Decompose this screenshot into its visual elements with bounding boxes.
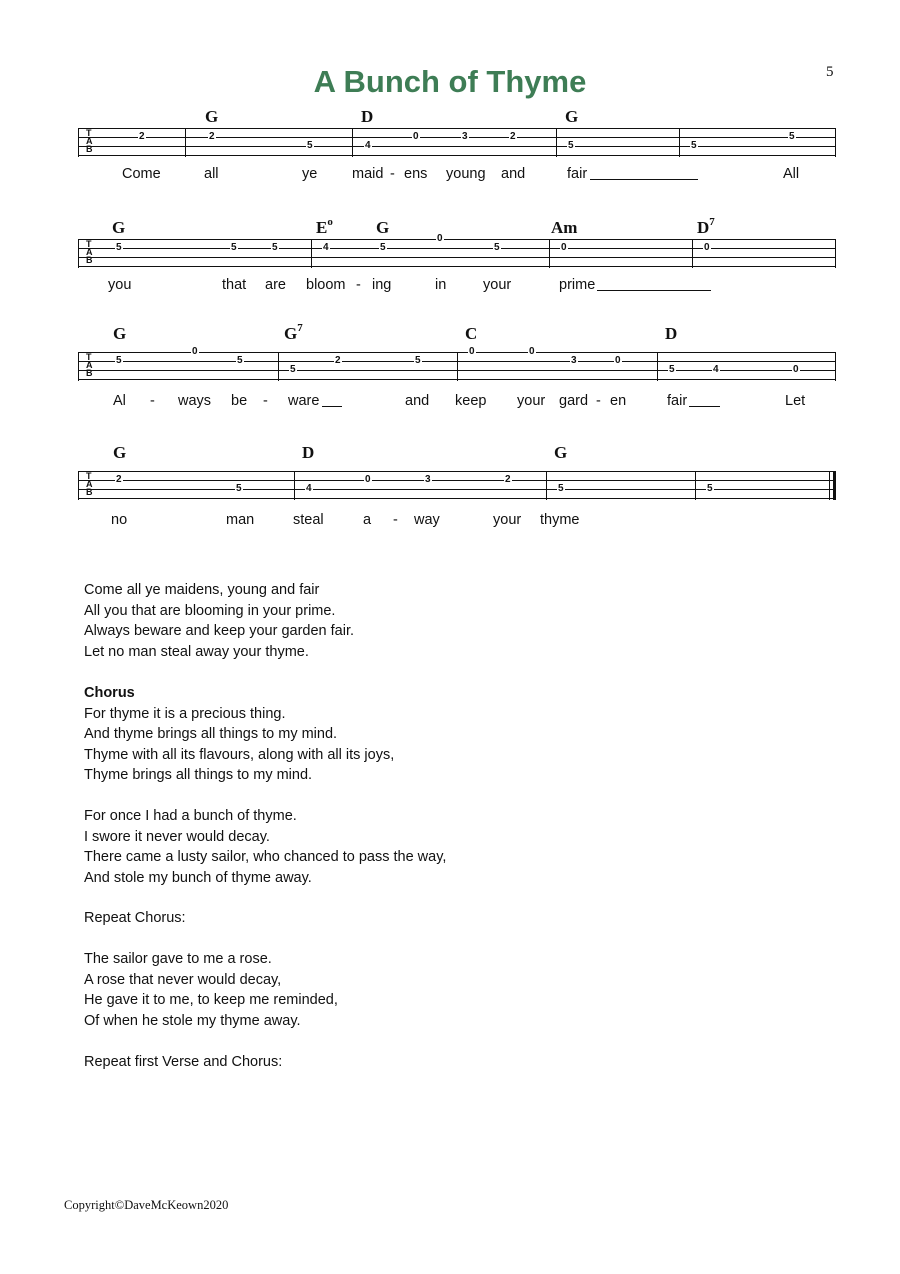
lyric: that xyxy=(222,277,247,293)
lyric: ye xyxy=(302,166,318,182)
fret-number: 3 xyxy=(425,474,431,485)
chord: C xyxy=(465,324,478,343)
fret-number: 5 xyxy=(415,355,421,366)
lyric: maid xyxy=(352,166,384,182)
chorus xyxy=(84,683,394,786)
lyric: are xyxy=(265,277,286,293)
fret-number: 5 xyxy=(789,131,795,142)
chord: $G^7$ xyxy=(284,322,303,343)
tab-clef: T A B xyxy=(86,128,93,154)
lyric: way xyxy=(414,512,440,528)
verse-line: Let no man steal away your thyme. xyxy=(84,643,309,660)
fret-number: 0 xyxy=(529,346,535,357)
chord: Am xyxy=(551,218,578,237)
lyric: no xyxy=(111,512,128,528)
fret-number: 2 xyxy=(510,131,516,142)
chord: $D^7$ xyxy=(697,216,715,237)
lyric: in xyxy=(435,277,447,293)
page-title: A Bunch of Thyme xyxy=(313,64,587,99)
lyric: Come xyxy=(122,166,161,182)
fret-number: 5 xyxy=(116,355,122,366)
tab-system-1 xyxy=(0,107,900,197)
chord: G xyxy=(565,107,579,126)
fret-number: 2 xyxy=(335,355,341,366)
fret-number: 0 xyxy=(192,346,198,357)
verse-line: Of when he stole my thyme away. xyxy=(84,1012,301,1029)
fret-number: 5 xyxy=(669,364,675,375)
chord: G xyxy=(205,107,219,126)
fret-number: 2 xyxy=(505,474,511,485)
page-number: 5 xyxy=(826,64,834,80)
tab-staff xyxy=(78,233,836,267)
lyric: ways xyxy=(178,393,212,409)
fret-number: 5 xyxy=(116,242,122,253)
tab-system-2 xyxy=(0,218,900,308)
melisma-line xyxy=(590,179,698,180)
lyric: and xyxy=(501,166,526,182)
lyric: ens xyxy=(404,166,428,182)
lyric: en xyxy=(610,393,627,409)
chord: G xyxy=(113,443,127,462)
verse-line: Come all ye maidens, young and fair xyxy=(84,582,320,598)
chord: G xyxy=(554,443,568,462)
melisma-line xyxy=(689,406,720,407)
fret-number: 3 xyxy=(571,355,577,366)
fret-number: 0 xyxy=(704,242,710,253)
lyric: - xyxy=(263,393,268,409)
copyright: Copyright©DaveMcKeown2020 xyxy=(64,1198,229,1212)
lyric: man xyxy=(226,512,255,528)
lyric: your xyxy=(493,512,522,528)
fret-number: 0 xyxy=(413,131,419,142)
lyric: be xyxy=(231,393,248,409)
fret-number: 0 xyxy=(365,474,371,485)
verse-line: All you that are blooming in your prime. xyxy=(84,602,336,619)
chord: D xyxy=(302,443,315,462)
lyric: ware xyxy=(288,393,320,409)
fret-number: 5 xyxy=(707,483,713,494)
lyric: keep xyxy=(455,393,487,409)
verse-3 xyxy=(84,949,338,1031)
lyric: All xyxy=(783,166,800,182)
lyric: steal xyxy=(293,512,324,528)
verse-line: And stole my bunch of thyme away. xyxy=(84,869,312,886)
fret-number: 0 xyxy=(469,346,475,357)
lyric: your xyxy=(483,277,512,293)
fret-number: 4 xyxy=(713,364,719,375)
fret-number: 0 xyxy=(793,364,799,375)
chord: G xyxy=(112,218,126,237)
verse-line: Always beware and keep your garden fair. xyxy=(84,623,355,639)
chord: $E^o$ xyxy=(316,216,333,237)
verse-line: Repeat first Verse and Chorus: xyxy=(84,1054,283,1070)
chord: G xyxy=(376,218,390,237)
lyric: you xyxy=(108,277,132,293)
fret-number: 2 xyxy=(116,474,122,485)
tab-system-3 xyxy=(0,324,900,414)
lyric: Let xyxy=(785,393,806,409)
fret-number: 4 xyxy=(365,140,371,151)
melisma-line xyxy=(322,406,342,407)
lyric: prime xyxy=(559,277,596,293)
lyric: bloom xyxy=(306,277,346,293)
fret-number: 5 xyxy=(494,242,500,253)
chord: D xyxy=(361,107,374,126)
verse-line: A rose that never would decay, xyxy=(84,971,282,988)
verse-line: For thyme it is a precious thing. xyxy=(84,705,286,722)
lyric: and xyxy=(405,393,430,409)
lyric: - xyxy=(390,166,395,182)
fret-number: 0 xyxy=(615,355,621,366)
verse-line: Thyme brings all things to my mind. xyxy=(84,767,313,783)
verse-line: I swore it never would decay. xyxy=(84,828,270,845)
fret-number: 5 xyxy=(380,242,386,253)
fret-number: 4 xyxy=(306,483,312,494)
fret-number: 2 xyxy=(209,131,215,142)
tab-system-4 xyxy=(0,443,900,533)
fret-number: 5 xyxy=(307,140,313,151)
fret-number: 0 xyxy=(437,233,443,244)
fret-number: 4 xyxy=(323,242,329,253)
repeat-chorus xyxy=(84,908,186,929)
lyric: ing xyxy=(372,277,392,293)
tab-staff xyxy=(78,128,836,156)
fret-number: 5 xyxy=(237,355,243,366)
fret-number: 0 xyxy=(561,242,567,253)
lyric: your xyxy=(517,393,546,409)
lyric: all xyxy=(204,166,219,182)
fret-number: 5 xyxy=(236,483,242,494)
lyric: fair xyxy=(567,166,588,182)
verse-1 xyxy=(84,580,354,662)
lyric: a xyxy=(363,512,372,528)
lyric: fair xyxy=(667,393,688,409)
lyric: young xyxy=(446,166,486,182)
fret-number: 2 xyxy=(139,131,145,142)
chord: D xyxy=(665,324,678,343)
verse-line: Repeat Chorus: xyxy=(84,910,186,926)
verse-line: Thyme with all its flavours, along with all its joys, xyxy=(84,746,395,763)
melisma-line xyxy=(597,290,711,291)
fret-number: 5 xyxy=(272,242,278,253)
fret-number: 3 xyxy=(462,131,468,142)
lyric: - xyxy=(150,393,155,409)
fret-number: 5 xyxy=(568,140,574,151)
verse-2 xyxy=(84,806,446,888)
lyric: gard xyxy=(559,393,589,409)
verse-line: And thyme brings all things to my mind. xyxy=(84,726,338,742)
fret-number: 5 xyxy=(691,140,697,151)
tab-clef: T A B xyxy=(86,471,93,497)
tab-clef: T A B xyxy=(86,239,93,265)
fret-number: 5 xyxy=(558,483,564,494)
lyric: - xyxy=(356,277,361,293)
tab-clef: T A B xyxy=(86,352,93,378)
verse-line: The sailor gave to me a rose. xyxy=(84,951,272,967)
lyric: - xyxy=(596,393,601,409)
verse-line: For once I had a bunch of thyme. xyxy=(84,808,297,824)
verse-line: He gave it to me, to keep me reminded, xyxy=(84,992,338,1008)
verse-line: There came a lusty sailor, who chanced to pass the way, xyxy=(84,849,447,865)
lyric: thyme xyxy=(540,512,580,528)
lyric: Al xyxy=(113,393,126,409)
fret-number: 5 xyxy=(290,364,296,375)
repeat-verse-chorus xyxy=(84,1052,282,1073)
tab-staff xyxy=(78,346,836,380)
fret-number: 5 xyxy=(231,242,237,253)
chord: G xyxy=(113,324,127,343)
tab-staff xyxy=(78,471,836,499)
lyric: - xyxy=(393,512,398,528)
chorus-heading: Chorus xyxy=(84,685,135,701)
